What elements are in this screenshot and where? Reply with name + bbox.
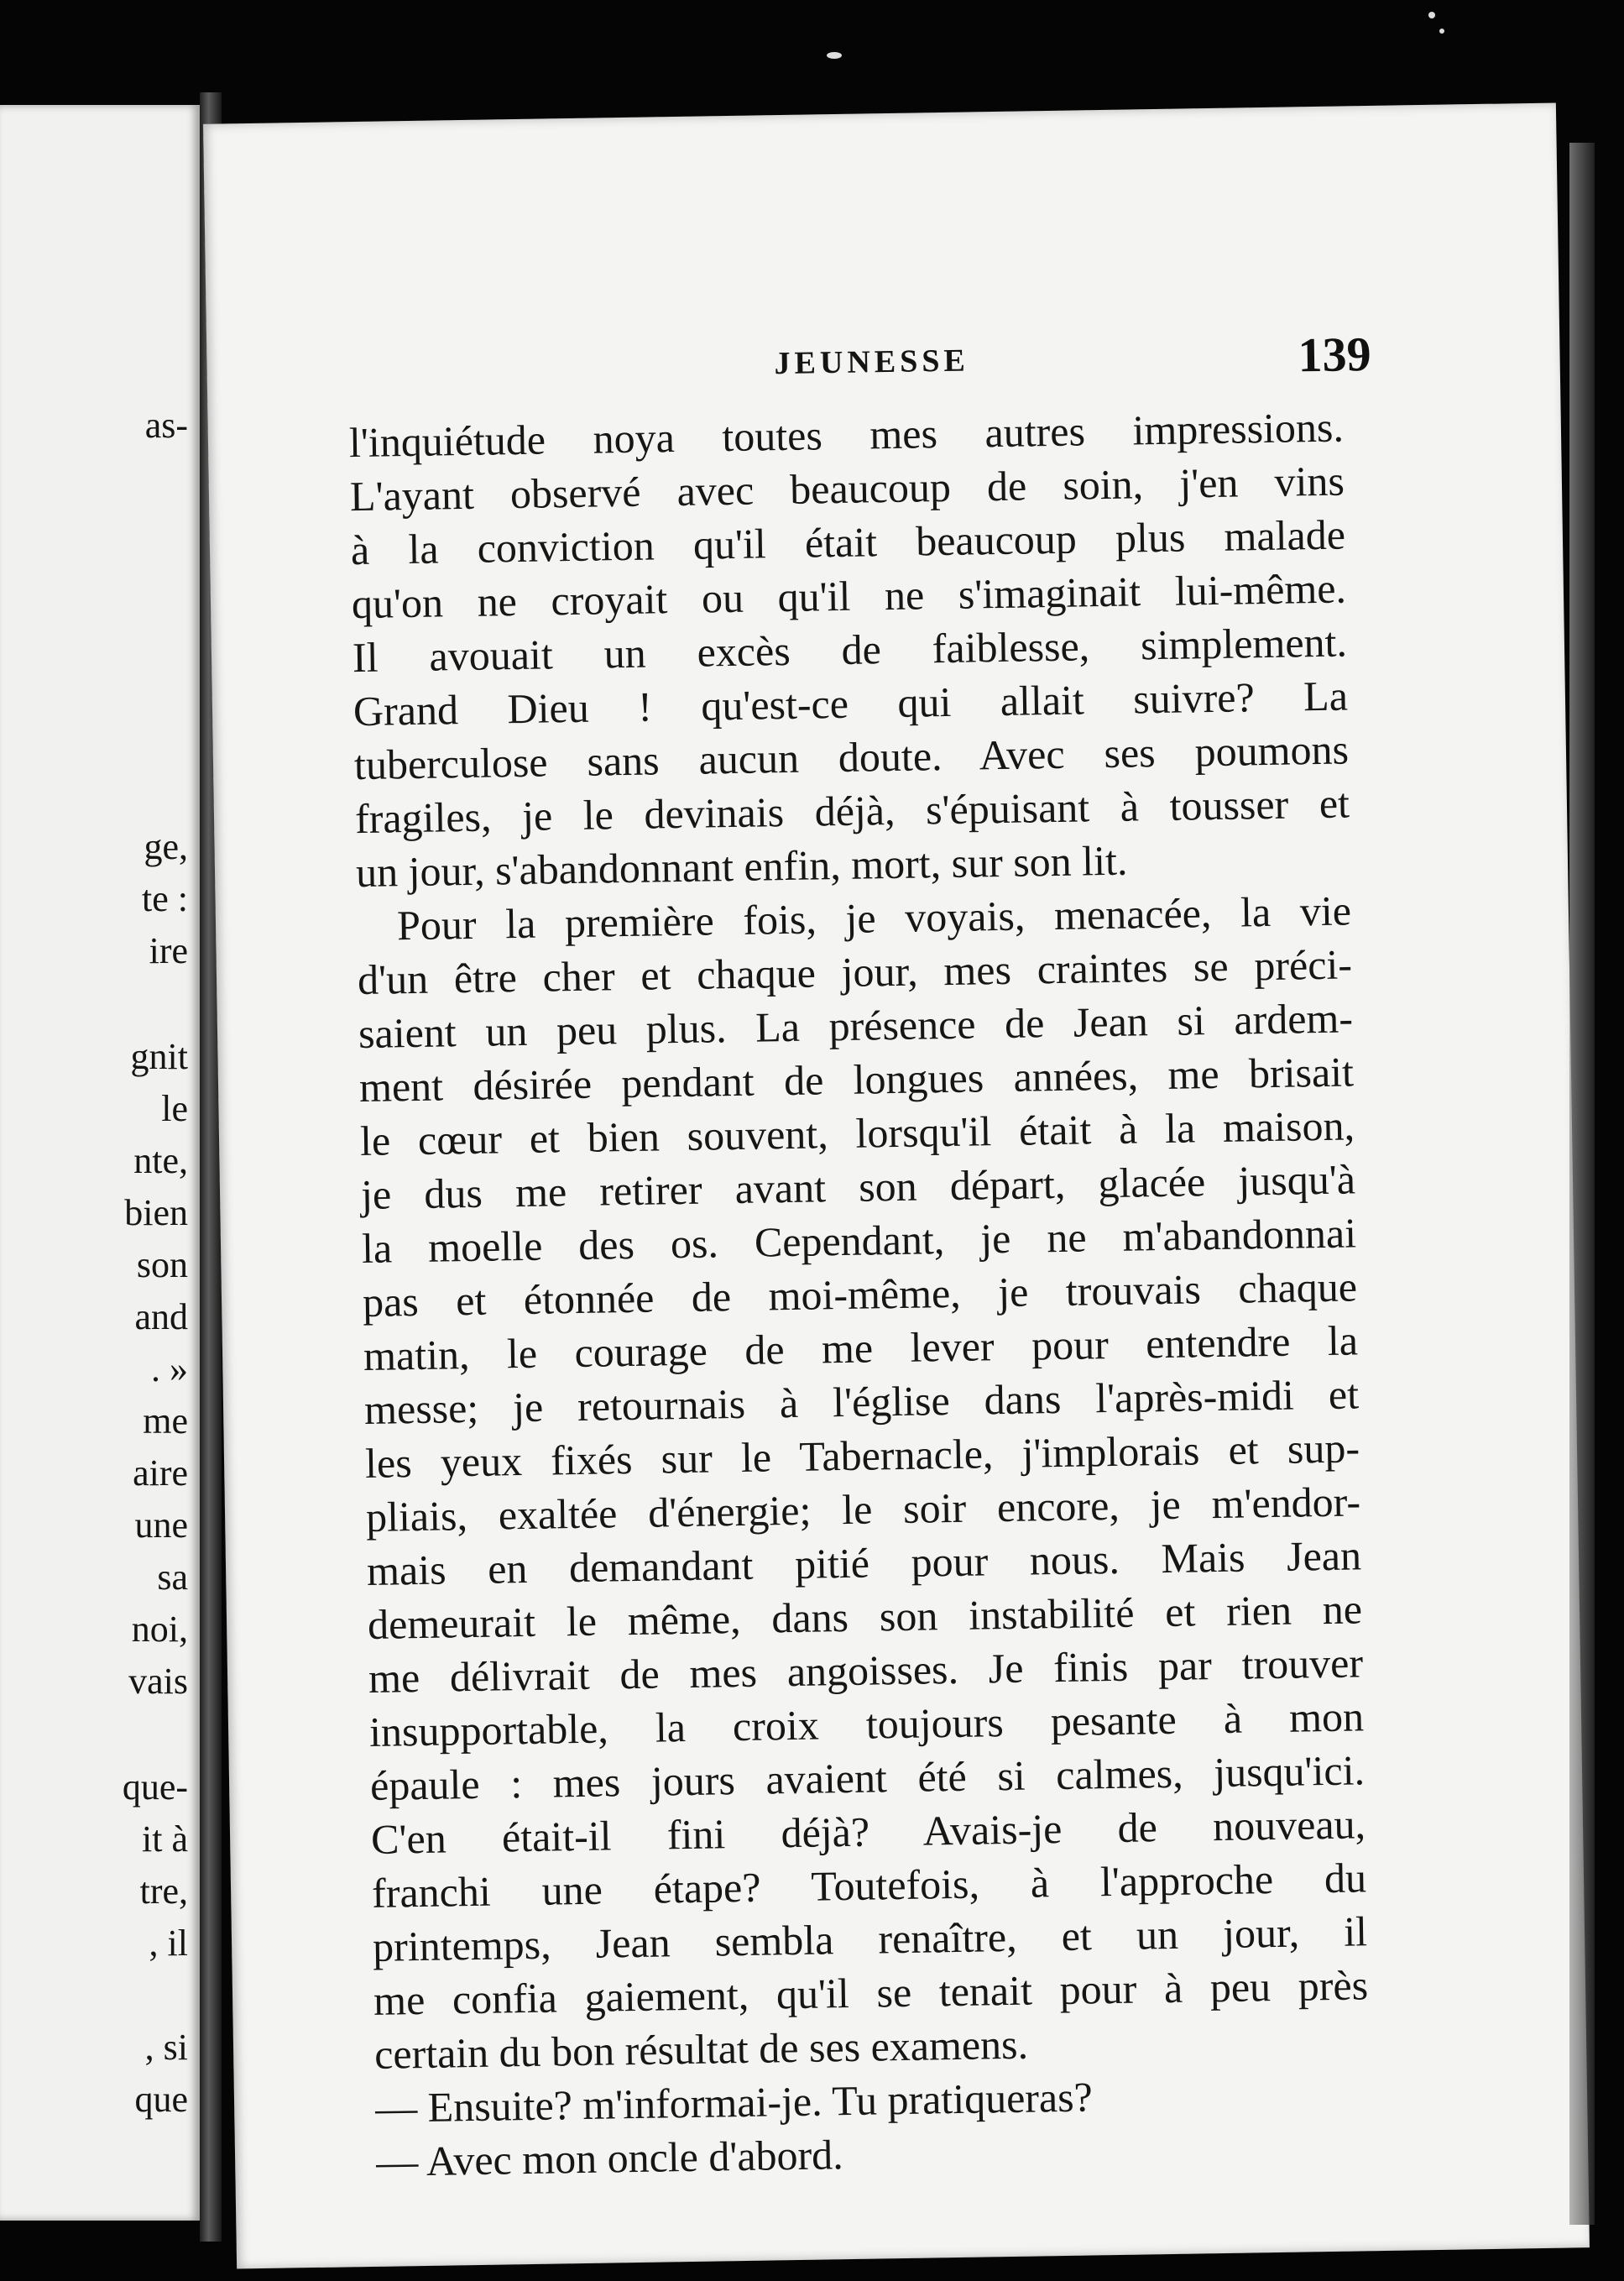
body-text [349, 400, 1371, 2189]
left-text-fragment: it à [142, 1818, 188, 1860]
text-line: mais en demandant pitié pour nous. Mais Jean [366, 1531, 1362, 1594]
page-number: 139 [1298, 326, 1372, 383]
scan-speck [827, 52, 842, 59]
text-line: Grand Dieu ! qu'est-ce qui allait suivre? La [352, 672, 1349, 735]
left-text-fragment: ire [149, 930, 188, 971]
text-line: je dus me retirer avant son départ, glacée jusqu'à [360, 1155, 1356, 1219]
text-line: Pour la première fois, je voyais, menacée, la vie [396, 887, 1352, 950]
left-text-fragment: te : [142, 878, 188, 919]
left-text-fragment: gnit [130, 1036, 188, 1077]
text-line: me confia gaiement, qu'il se tenait pour à peu près [373, 1961, 1369, 2024]
left-text-fragment: and [134, 1296, 188, 1337]
dialogue-line: — Avec mon oncle d'abord. [375, 2131, 844, 2185]
left-text-fragment: ge, [144, 826, 188, 867]
left-text-fragment: noi, [131, 1609, 188, 1650]
left-text-fragment: , si [144, 2027, 188, 2068]
left-text-fragment: as- [144, 405, 188, 446]
left-text-fragment: le [161, 1088, 188, 1129]
left-text-fragment: que [134, 2079, 188, 2120]
text-line: un jour, s'abandonnant enfin, mort, sur son lit. [355, 836, 1128, 897]
left-text-fragment: vais [128, 1661, 188, 1702]
left-text-fragment: bien [124, 1192, 188, 1233]
text-line: pliais, exaltée d'énergie; le soir encore, je m'endor- [365, 1478, 1361, 1541]
left-text-fragment: nte, [133, 1140, 188, 1181]
right-page [203, 102, 1590, 2268]
left-page-fragment [0, 105, 200, 2221]
text-line: me délivrait de mes angoisses. Je finis par trouver [368, 1639, 1364, 1702]
text-line: la moelle des os. Cependant, je ne m'abandonnai [361, 1209, 1357, 1273]
left-text-fragment: son [136, 1244, 188, 1285]
text-line: matin, le courage de me lever pour entendre la [363, 1316, 1359, 1379]
text-line: le cœur et bien souvent, lorsqu'il était à la maison, [359, 1101, 1355, 1165]
left-text-fragment: . » [151, 1348, 188, 1389]
text-line: d'un être cher et chaque jour, mes craintes se préci- [357, 940, 1353, 1004]
text-line: à la conviction qu'il était beaucoup plus malade [350, 510, 1346, 574]
text-line: tuberculose sans aucun doute. Avec ses poumons [353, 725, 1350, 789]
left-text-fragment: aire [133, 1452, 188, 1494]
scan-speck [1428, 12, 1435, 18]
left-text-fragment: que- [122, 1766, 188, 1808]
text-line: qu'on ne croyait ou qu'il ne s'imaginait lui-même. [351, 564, 1347, 628]
text-line: les yeux fixés sur le Tabernacle, j'implorais et sup- [364, 1424, 1360, 1487]
page-header [206, 322, 1560, 402]
text-line: franchi une étape? Toutefois, à l'approche du [371, 1854, 1367, 1917]
text-line: certain du bon résultat de ses examens. [373, 2020, 1029, 2078]
text-line: printemps, Jean sembla renaître, et un jour, il [372, 1907, 1368, 1970]
text-line: l'inquiétude noya toutes mes autres impressions. [348, 403, 1345, 467]
running-head: JEUNESSE [774, 343, 970, 382]
text-line: saient un peu plus. La présence de Jean si ardem- [358, 994, 1354, 1058]
left-text-fragment: sa [157, 1556, 188, 1598]
text-line: fragiles, je le devinais déjà, s'épuisant à tousser et [354, 779, 1350, 843]
text-line: C'en était-il fini déjà? Avais-je de nouveau, [370, 1800, 1366, 1863]
text-line: insupportable, la croix toujours pesante à mon [368, 1692, 1365, 1755]
scan-speck [1439, 29, 1444, 34]
dialogue-line: — Ensuite? m'informai-je. Tu pratiqueras? [374, 2073, 1094, 2132]
text-line: pas et étonnée de moi-même, je trouvais chaque [362, 1263, 1358, 1326]
text-line: demeurait le même, dans son instabilité et rien ne [367, 1585, 1363, 1648]
page-edge-shadow [1569, 143, 1595, 2225]
text-line: Il avouait un excès de faiblesse, simplement. [352, 618, 1348, 682]
left-text-fragment: me [143, 1400, 188, 1441]
text-line: épaule : mes jours avaient été si calmes, jusqu'ici. [369, 1746, 1366, 1809]
left-text-fragment: , il [149, 1923, 188, 1964]
left-text-fragment: tre, [139, 1870, 188, 1912]
left-text-fragment: une [134, 1504, 188, 1546]
text-line: messe; je retournais à l'église dans l'après-midi et [363, 1370, 1360, 1433]
text-line: ment désirée pendant de longues années, me brisait [358, 1048, 1355, 1112]
text-line: L'ayant observé avec beaucoup de soin, j'en vins [349, 457, 1345, 521]
